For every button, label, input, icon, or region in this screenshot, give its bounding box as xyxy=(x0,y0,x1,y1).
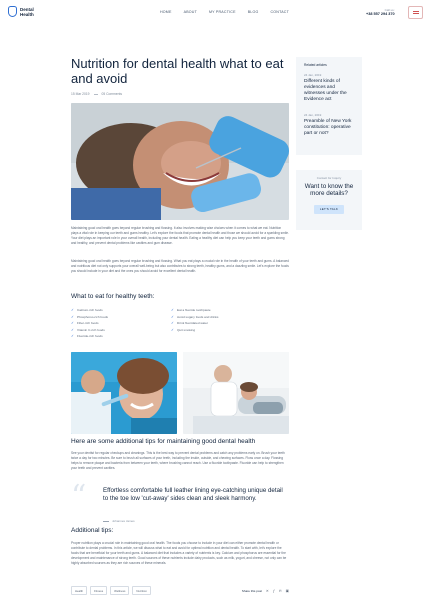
list-item xyxy=(171,328,267,332)
list-item-label: Fiber-rich foods xyxy=(77,321,99,325)
check-icon: ✓ xyxy=(171,308,175,312)
list-item xyxy=(71,321,167,325)
tag-nutrition[interactable]: Nutrition xyxy=(132,586,150,595)
pull-quote xyxy=(71,479,289,523)
article-paragraph-4: Proper nutrition plays a crucial role in maintaining good oral health. The foods you choose to include in your diet can either promote dental health or contribute to dental problems. In this article, we will discuss what to eat and avoid for optimal nutrition and dental health. To start with, let's explore the foods that are beneficial for your teeth and gums. A balanced diet that includes a variety of nutrients is key. Calcium and phosphorus are essential for the development and maintenance of strong teeth. Good sources of these nutrients include dairy products, such as milk, yogurt, and cheese, not only can be highly absorbed sources as they are rich sources of these minerals. xyxy=(71,541,287,565)
nav-my-practice[interactable]: MY PRACTICE xyxy=(208,10,236,14)
tag-health[interactable]: Health xyxy=(71,586,87,595)
dentist-with-girl-photo xyxy=(71,352,177,434)
check-icon: ✓ xyxy=(171,321,175,325)
list-item xyxy=(71,315,167,319)
linkedin-icon[interactable]: ▣ xyxy=(285,588,289,593)
share-bar xyxy=(242,589,289,593)
article-header xyxy=(71,56,289,96)
hamburger-icon xyxy=(413,11,419,12)
main-nav xyxy=(160,10,289,14)
logo-text xyxy=(20,7,34,17)
hamburger-icon-line xyxy=(413,13,419,14)
article-paragraph-3: See your dentist for regular checkups and cleanings. This is the best way to prevent dental problems and catch any problems early on. Brush your teeth twice a day for two minutes. Be sure to brush all surfaces of your teeth, including the inside, outside, and chewing surfaces. Floss once a day. Flossing helps to remove plaque and bacteria from between your teeth, where brushing cannot reach. Use a fluoride toothpaste. Fluoride can help to strengthen your teeth and prevent cavities. xyxy=(71,451,285,470)
logo-line-1: Dental xyxy=(20,6,34,12)
gallery-image-1 xyxy=(71,352,177,434)
article-date: 15 Mar 2019 xyxy=(71,92,90,96)
nav-contact[interactable]: CONTACT xyxy=(270,10,289,14)
list-item-label: Avoid sugary foods and drinks xyxy=(177,314,219,319)
check-icon: ✓ xyxy=(71,321,75,325)
checklist xyxy=(71,308,289,338)
nav-home[interactable]: HOME xyxy=(160,10,172,14)
author-divider xyxy=(103,521,109,522)
related-post-date: 24 Jan, 2019 xyxy=(304,113,322,117)
list-item xyxy=(71,328,167,332)
menu-button[interactable] xyxy=(408,6,423,19)
meta-divider xyxy=(94,94,98,95)
list-item-label: Quit smoking xyxy=(177,327,196,332)
check-icon: ✓ xyxy=(71,327,75,332)
phone-number[interactable]: +38 557 294 370 xyxy=(366,12,395,16)
check-icon: ✓ xyxy=(171,314,175,319)
related-post-title[interactable]: Different kinds of evidences and witnesses under the Evidence act xyxy=(304,79,347,102)
contact-card xyxy=(296,170,362,230)
quote-author xyxy=(103,519,135,523)
check-icon: ✓ xyxy=(71,308,75,312)
call-us xyxy=(366,8,395,16)
list-item xyxy=(171,315,267,319)
hero-image xyxy=(71,103,289,220)
article-footer xyxy=(71,586,289,595)
section-heading-additional: Additional tips: xyxy=(71,527,114,534)
list-item xyxy=(171,308,267,312)
tag-fitness[interactable]: Fitness xyxy=(90,586,107,595)
article-title: Nutrition for dental health what to eat and avoid xyxy=(71,56,284,86)
list-item xyxy=(71,334,167,338)
article-meta xyxy=(71,92,289,96)
related-post[interactable] xyxy=(304,73,354,103)
list-item-label: Phosphorus-rich foods xyxy=(77,314,108,319)
check-icon: ✓ xyxy=(71,334,75,338)
check-icon: ✓ xyxy=(71,314,75,319)
related-post-title[interactable]: Preamble of New York constitution: operative part or not? xyxy=(304,119,352,136)
check-icon: ✓ xyxy=(171,327,175,332)
tag-wellness[interactable]: Wellness xyxy=(110,586,129,595)
nav-blog[interactable]: BLOG xyxy=(247,10,259,14)
facebook-icon[interactable]: ƒ xyxy=(272,588,275,593)
quote-text: Effortless comfortable full leather lining eye-catching unique detail to the toe low 'cut-away' sides clean and sleek harmony. xyxy=(103,487,283,502)
related-post-date: 24 Jan, 2019 xyxy=(304,73,322,77)
contact-label: Contact for Inquiry xyxy=(316,176,342,180)
quote-author-name: Johannes James xyxy=(112,519,135,523)
nav-about[interactable]: ABOUT xyxy=(183,10,197,14)
site-header xyxy=(0,0,435,26)
lets-talk-button[interactable]: LET'S TALK xyxy=(314,205,344,214)
list-item-label: Vitamin C-rich foods xyxy=(77,327,105,332)
article-paragraph-1: Maintaining good oral health goes beyond regular brushing and flossing. It also involves making wise choices when it comes to what we eat. Nutrition plays a vital role in keeping our teeth and gums healthy. Let's explore the foods that promote dental health and those we should avoid for a sparkling smile. Your diet plays an important role in your overall health, including your dental health. Eating a healthy diet can help you keep your teeth and gums strong and healthy, and prevent dental problems like cavities and gum disease. xyxy=(71,226,289,245)
call-us-label: Call us: xyxy=(384,8,395,12)
list-item-label: Drink fluoridated water xyxy=(177,321,208,325)
gallery-image-2 xyxy=(183,352,289,434)
list-item-label: Calcium-rich foods xyxy=(77,308,103,312)
related-articles-card xyxy=(296,57,362,155)
list-item-label: Eat a fluoride toothpaste xyxy=(177,308,211,312)
related-post[interactable] xyxy=(304,113,354,137)
list-item xyxy=(171,321,267,325)
site-logo[interactable] xyxy=(8,6,34,17)
contact-title: Want to know the more details? xyxy=(304,183,354,197)
tag-list xyxy=(71,586,151,595)
section-heading-what-to-eat: What to eat for healthy teeth: xyxy=(71,293,155,300)
list-item-label: Fluoride-rich foods xyxy=(77,334,103,338)
related-articles-label: Related articles xyxy=(304,63,327,67)
list-item xyxy=(71,308,167,312)
pinterest-icon[interactable]: ℗ xyxy=(278,588,282,593)
article-paragraph-2: Maintaining good oral health goes beyond regular brushing and flossing. What you eat plays a crucial role in the health of your teeth and gums. A balanced and nutritious diet not only supports your overall well-being but also contributes to strong teeth, healthy gums, and a dazzling smile. Let's explore the foods you should include in your diet and the ones you should avoid for excellent dental health. xyxy=(71,259,289,273)
dental-chair-photo xyxy=(183,352,289,434)
quote-icon: “ xyxy=(71,479,87,514)
image-gallery xyxy=(71,352,289,434)
twitter-icon[interactable]: ✕ xyxy=(265,588,269,593)
logo-line-2: Health xyxy=(20,11,34,17)
section-heading-tips: Here are some additional tips for maintaining good dental health xyxy=(71,438,256,445)
share-label: Share this post xyxy=(241,588,262,593)
tooth-icon xyxy=(8,6,17,17)
dental-checkup-photo xyxy=(71,103,289,220)
article-comments[interactable]: 05 Comments xyxy=(101,92,123,96)
